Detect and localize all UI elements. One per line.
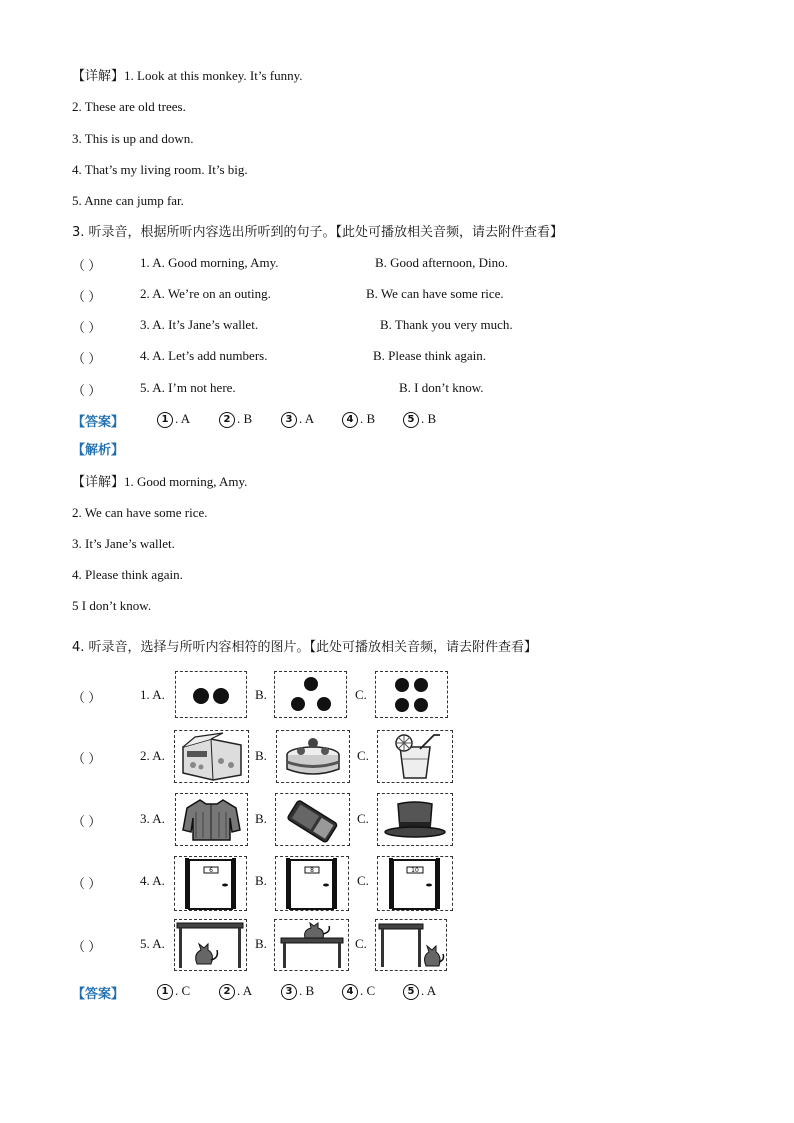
- q3-detail-line-1: [72, 473, 247, 492]
- q4-option-label: 2. A.: [140, 748, 165, 763]
- answer-blank: （ ）: [72, 876, 102, 891]
- door-number: 8: [310, 867, 314, 874]
- door-number: 6: [209, 867, 213, 874]
- door-6-icon: [174, 856, 247, 911]
- answer-item: 5 . A: [403, 983, 436, 1000]
- q4-option-label: 1. A.: [140, 687, 165, 702]
- detail-label: 【详解】: [72, 69, 125, 84]
- answer-blank: （ ）: [72, 690, 102, 705]
- q4-option-label: C.: [357, 748, 369, 763]
- detail-text: 1. Look at this monkey. It’s funny.: [124, 68, 303, 83]
- q3-option-b: B. Thank you very much.: [380, 317, 513, 332]
- q3-detail-line-5: 5 I don’t know.: [72, 598, 152, 613]
- q4-option-label: C.: [357, 873, 369, 888]
- q4-option-label: B.: [255, 936, 267, 951]
- cat-under-table-icon: [174, 919, 247, 971]
- detail-text: 1. Good morning, Amy.: [124, 474, 248, 489]
- detail-line-3: 3. This is up and down.: [72, 131, 194, 146]
- q3-option-b: B. We can have some rice.: [366, 286, 504, 301]
- door-10-icon: [377, 856, 453, 911]
- q3-option-b: B. I don’t know.: [399, 380, 484, 395]
- detail-line-4: 4. That’s my living room. It’s big.: [72, 162, 248, 177]
- answer-blank: （ ）: [72, 751, 102, 766]
- answer-blank: （ ）: [72, 351, 102, 366]
- q3-option-a: 1. A. Good morning, Amy.: [140, 255, 279, 270]
- q3-detail-line-3: 3. It’s Jane’s wallet.: [72, 536, 175, 551]
- q4-option-label: C.: [355, 936, 367, 951]
- q4-option-label: C.: [357, 811, 369, 826]
- answer-blank: （ ）: [72, 289, 102, 304]
- cake-icon: [276, 730, 350, 783]
- answer-item: 4 . C: [342, 983, 375, 1000]
- sweater-icon: [175, 793, 248, 846]
- answer-item: 2 . A: [219, 983, 252, 1000]
- four-dots-icon: [375, 671, 448, 718]
- q3-option-b: B. Good afternoon, Dino.: [375, 255, 508, 270]
- answer-blank: （ ）: [72, 383, 102, 398]
- q4-option-label: 3. A.: [140, 811, 165, 826]
- answer-item: 1 . C: [157, 983, 190, 1000]
- answer-label: 【答案】: [72, 415, 125, 430]
- door-number: 10: [411, 867, 419, 874]
- detail-line-5: 5. Anne can jump far.: [72, 193, 184, 208]
- answer-item: 4 . B: [342, 411, 375, 428]
- answer-item: 2 . B: [219, 411, 252, 428]
- two-dots-icon: [175, 671, 247, 718]
- q4-option-label: 4. A.: [140, 873, 165, 888]
- answer-item: 5 . B: [403, 411, 436, 428]
- q3-option-a: 3. A. It’s Jane’s wallet.: [140, 317, 259, 332]
- phone-icon: [275, 793, 350, 846]
- q4-option-label: C.: [355, 687, 367, 702]
- answer-blank: （ ）: [72, 939, 102, 954]
- q4-option-label: B.: [255, 687, 267, 702]
- q3-detail-line-2: 2. We can have some rice.: [72, 505, 208, 520]
- detail-line-1: [72, 67, 303, 86]
- q3-option-a: 2. A. We’re on an outing.: [140, 286, 271, 301]
- answer-blank: （ ）: [72, 814, 102, 829]
- detail-line-2: 2. These are old trees.: [72, 99, 186, 114]
- cat-on-table-icon: [274, 919, 349, 971]
- q3-title: 3. 听录音，根据所听内容选出所听到的句子。【此处可播放相关音频，请去附件查看】: [72, 225, 564, 240]
- q4-option-label: B.: [255, 811, 267, 826]
- three-dots-icon: [274, 671, 347, 718]
- q3-option-a: 5. A. I’m not here.: [140, 380, 236, 395]
- detail-label: 【详解】: [72, 475, 125, 490]
- milk-carton-icon: [174, 730, 249, 783]
- q3-option-a: 4. A. Let’s add numbers.: [140, 348, 268, 363]
- hat-icon: [377, 793, 453, 846]
- q4-option-label: 5. A.: [140, 936, 165, 951]
- cat-beside-table-icon: [375, 919, 447, 971]
- analysis-label: 【解析】: [72, 443, 125, 458]
- answer-item: 3 . B: [281, 983, 314, 1000]
- answer-item: 3 . A: [281, 411, 314, 428]
- answer-blank: （ ）: [72, 320, 102, 335]
- q4-option-label: B.: [255, 748, 267, 763]
- answer-item: 1 . A: [157, 411, 190, 428]
- q4-title: 4. 听录音，选择与所听内容相符的图片。【此处可播放相关音频，请去附件查看】: [72, 640, 538, 655]
- answer-blank: （ ）: [72, 258, 102, 273]
- answer-label: 【答案】: [72, 987, 125, 1002]
- q3-detail-line-4: 4. Please think again.: [72, 567, 183, 582]
- door-8-icon: [275, 856, 349, 911]
- q3-option-b: B. Please think again.: [373, 348, 487, 363]
- q4-option-label: B.: [255, 873, 267, 888]
- juice-glass-icon: [377, 730, 453, 783]
